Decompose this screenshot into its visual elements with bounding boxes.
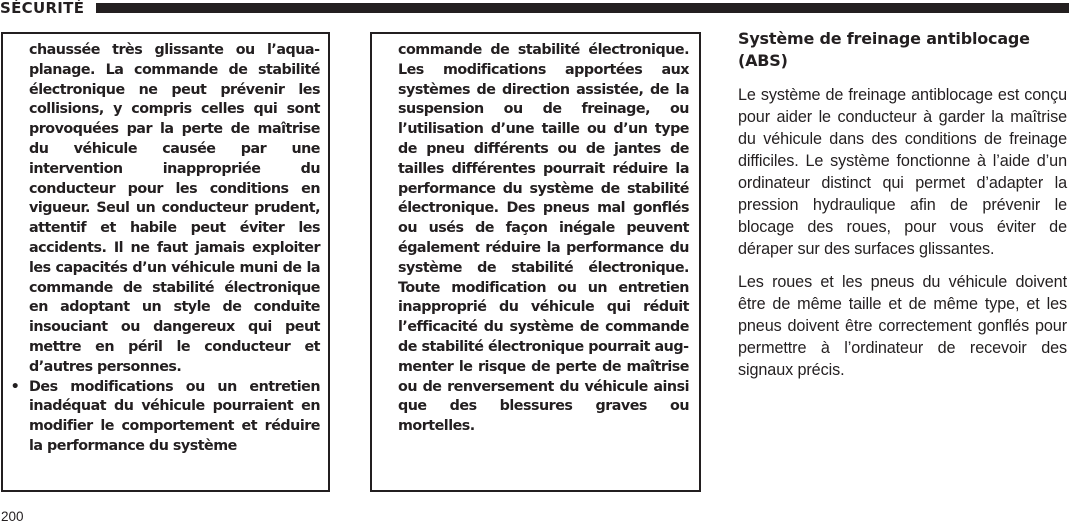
abs-paragraph-1: Le système de freinage antiblocage est conçu pour aider le conducteur à garder la maîtrise du véhicule dans des conditions de freinage difficiles. Le système fonctionne à l’aide d’un ordinateur distinct qui permet d’adapter la pression hydraulique afin de prévenir le blocage des roues, pour vous éviter de déraper sur des surfaces glissantes. [738,86,1067,258]
warning-box-left [1,32,330,492]
warning-paragraph: chaussée très glissante ou l’aquaplanage. La commande de stabilité électronique ne peut prévenir les collisions, y compris celles qui sont provoquées par la perte de maîtrise du véhicule causée par une intervention inappropriée du conducteur pour les conditions en vigueur. Seul un conducteur prudent, attentif et habile peut éviter les accidents. Il ne faut jamais exploiter les capacités d’un véhicule muni de la commande de stabilité électronique en adoptant un style de conduite insouciant ou dangereux qui peut mettre en péril le conducteur et d’autres personnes. [29,42,320,375]
abs-section-title: Système de freinage antiblocage (ABS) [738,29,1030,70]
section-header-rule [96,3,1069,13]
page-number: 200 [1,509,24,524]
warning-bullet-item [10,378,320,457]
warning-text-left [10,41,320,457]
abs-paragraph-2: Les roues et les pneus du véhicule doivent être de même taille et de même type, et les pneus doivent être correctement gonflés pour permettre à l’ordinateur de recevoir des signaux précis. [738,273,1067,379]
bullet-icon: • [10,378,20,395]
section-header-label: SÉCURITÉ [0,0,85,17]
warning-bullet-text: Des modifications ou un entretien inadéquat du véhicule pourraient en modifier le comportement et réduire la performance du système [29,378,320,454]
abs-section [738,28,1067,381]
warning-paragraph-continued: commande de stabilité électronique. Les modifications apportées aux systèmes de direction assistée, de la suspension ou de freinage, ou l’utilisation d’une taille ou d’un type de pneu différents ou de jantes de tailles différentes pourrait réduire la performance du système de stabilité électronique. Des pneus mal gonflés ou usés de façon inégale peuvent également réduire la performance du système de stabilité électronique. Toute modification ou un entretien inapproprié du véhicule qui réduit l’efficacité du système de commande de stabilité électronique pourrait augmenter le risque de perte de maîtrise ou de renversement du véhicule ainsi que des blessures graves ou mortelles. [398,42,689,435]
warning-text-middle [398,41,689,437]
warning-box-middle [370,32,701,492]
